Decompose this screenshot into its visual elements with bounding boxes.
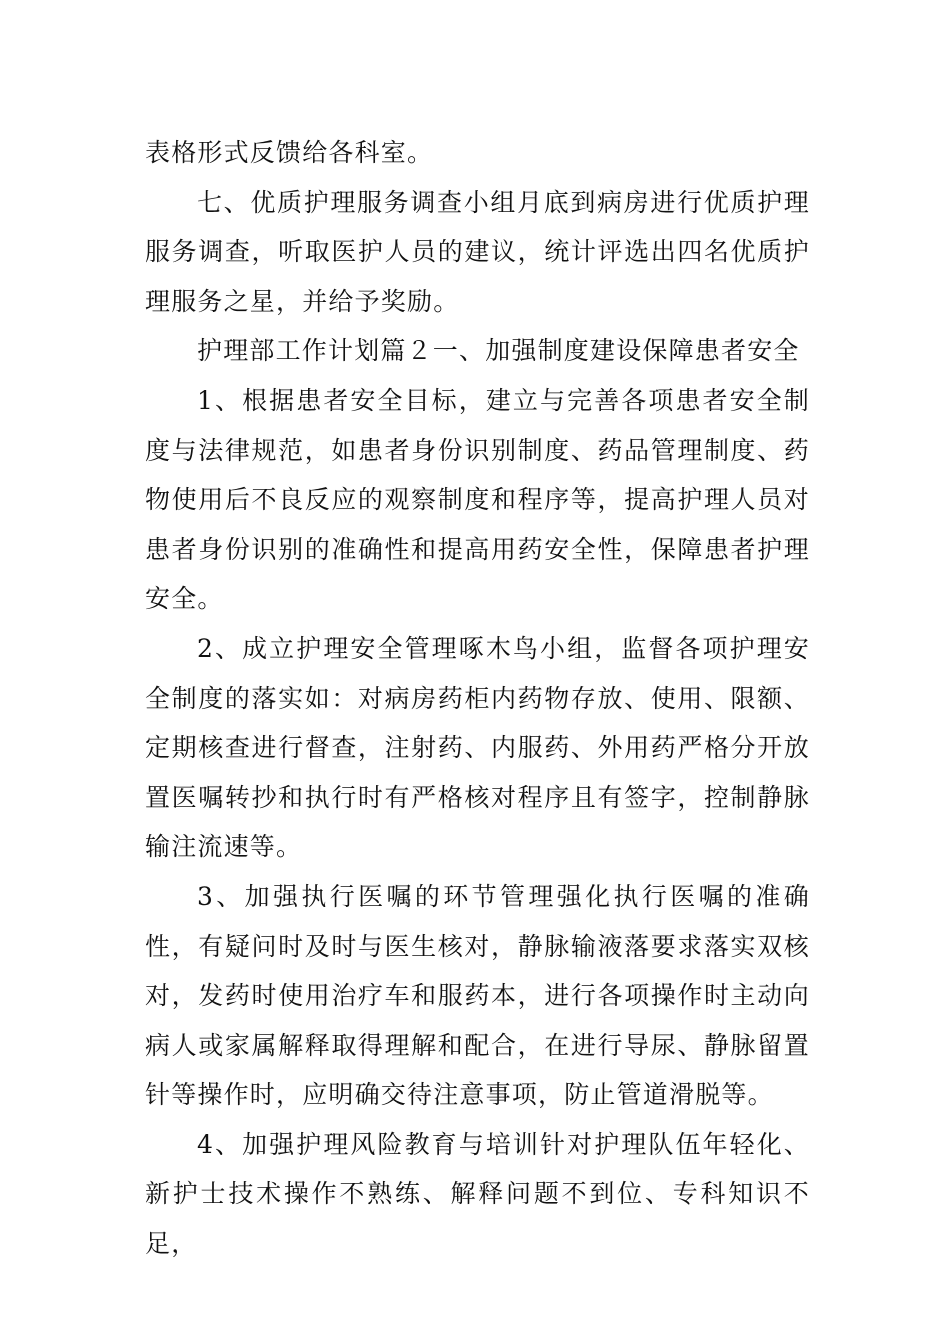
paragraph-item-3: 3、加强执行医嘱的环节管理强化执行医嘱的准确性，有疑问时及时与医生核对，静脉输液落要求落实双核对，发药时使用治疗车和服药本，进行各项操作时主动向病人或家属解释取得理解和配合，在进行导尿、静脉留置针等操作时，应明确交待注意事项，防止管道滑脱等。 [145,881,810,1110]
document-body [145,128,810,1269]
paragraph-item-1: 1、根据患者安全目标，建立与完善各项患者安全制度与法律规范，如患者身份识别制度、药品管理制度、药物使用后不良反应的观察制度和程序等，提高护理人员对患者身份识别的准确性和提高用药安全性，保障患者护理安全。 [145,385,810,614]
paragraph-item-2: 2、成立护理安全管理啄木鸟小组，监督各项护理安全制度的落实如：对病房药柜内药物存放、使用、限额、定期核查进行督查，注射药、内服药、外用药严格分开放置医嘱转抄和执行时有严格核对程序且有签字，控制静脉输注流速等。 [145,633,810,862]
paragraph-item-4: 4、加强护理风险教育与培训针对护理队伍年轻化、新护士技术操作不熟练、解释问题不到位、专科知识不足， [145,1129,810,1259]
paragraph-1: 表格形式反馈给各科室。 [145,138,434,167]
paragraph-2: 七、优质护理服务调查小组月底到病房进行优质护理服务调查，听取医护人员的建议，统计评选出四名优质护理服务之星，并给予奖励。 [145,187,810,316]
section-heading: 护理部工作计划篇２一、加强制度建设保障患者安全 [197,336,800,366]
